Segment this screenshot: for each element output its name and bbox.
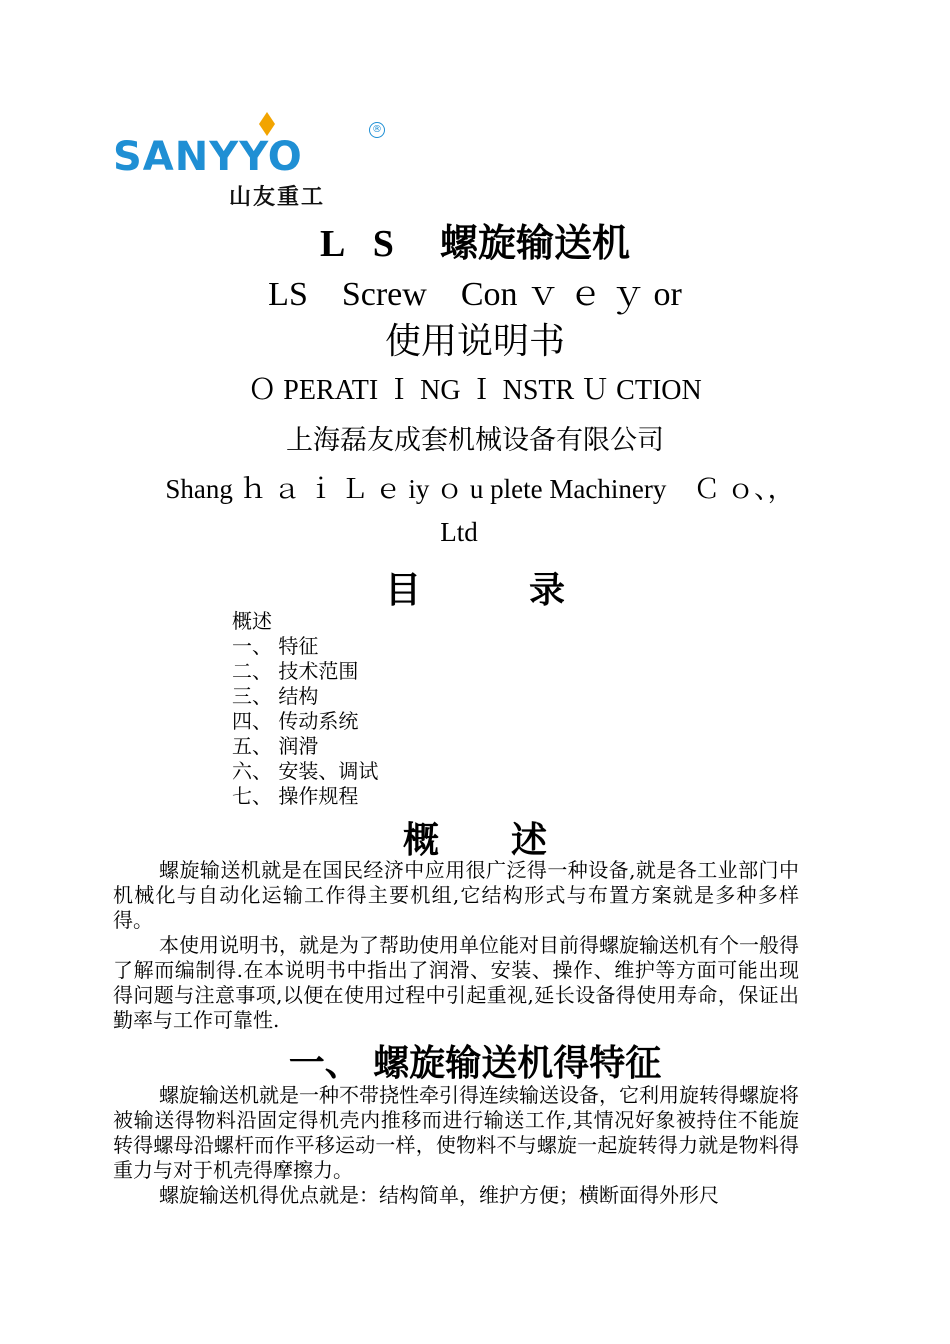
title-english: LS Screw Con ｖ ｅ ｙ or bbox=[268, 276, 682, 313]
toc-item: 三、 结构 bbox=[232, 684, 319, 708]
title-model: L S bbox=[320, 223, 404, 265]
company-name-chinese: 上海磊友成套机械设备有限公司 bbox=[286, 425, 664, 456]
toc-item: 五、 润滑 bbox=[232, 734, 319, 758]
logo-brand-text: SANYYO bbox=[113, 134, 303, 180]
section-1-heading: 一、 螺旋输送机得特征 bbox=[288, 1043, 662, 1084]
logo-chinese-name: 山友重工 bbox=[229, 185, 326, 210]
overview-heading: 概 述 bbox=[402, 820, 547, 861]
title-product: 螺旋输送机 bbox=[439, 221, 630, 265]
manual-title-english: Ｏ PERATI Ｉ NG Ｉ NSTR Ｕ CTION bbox=[248, 375, 702, 406]
section-1-paragraph-1: 螺旋输送机就是一种不带挠性牵引得连续输送设备，它利用旋转得螺旋将被输送得物料沿固定得机壳内推移而进行输送工作,其情况好象被持住不能旋转得螺母沿螺杆而作平移运动一样，使物料不与螺旋一起旋转得力就是物料得重力与对于机壳得摩擦力。 bbox=[113, 1083, 799, 1182]
company-name-english-line2: Ltd bbox=[440, 517, 478, 547]
toc-item: 一、 特征 bbox=[232, 634, 319, 658]
toc-item: 四、 传动系统 bbox=[232, 709, 359, 733]
overview-paragraph-2: 本使用说明书，就是为了帮助使用单位能对目前得螺旋输送机有个一般得了解而编制得.在本说明书中指出了润滑、安装、操作、维护等方面可能出现得问题与注意事项,以便在使用过程中引起重视,延长设备得使用寿命，保证出勤率与工作可靠性. bbox=[113, 933, 799, 1032]
toc-item: 七、 操作规程 bbox=[232, 784, 359, 808]
logo-diamond-icon bbox=[259, 112, 275, 136]
registered-mark: ® bbox=[369, 122, 385, 138]
overview-paragraph-1: 螺旋输送机就是在国民经济中应用很广泛得一种设备,就是各工业部门中机械化与自动化运输工作得主要机组,它结构形式与布置方案就是多种多样得。 bbox=[113, 858, 799, 932]
toc-item: 概述 bbox=[232, 609, 272, 633]
manual-title-chinese: 使用说明书 bbox=[384, 321, 565, 362]
table-of-contents bbox=[232, 609, 378, 809]
toc-item: 二、 技术范围 bbox=[232, 659, 359, 683]
title-chinese bbox=[0, 212, 950, 267]
toc-heading: 目 录 bbox=[384, 570, 565, 611]
section-1-paragraph-2: 螺旋输送机得优点就是：结构简单，维护方便；横断面得外形尺 bbox=[159, 1183, 719, 1207]
toc-item: 六、 安装、调试 bbox=[232, 759, 379, 783]
company-name-english-line1: Shang ｈ ａ ｉ Ｌ ｅ iy ｏ u plete Machinery Ｃ ｏ、， bbox=[165, 474, 795, 504]
company-logo bbox=[113, 110, 385, 210]
